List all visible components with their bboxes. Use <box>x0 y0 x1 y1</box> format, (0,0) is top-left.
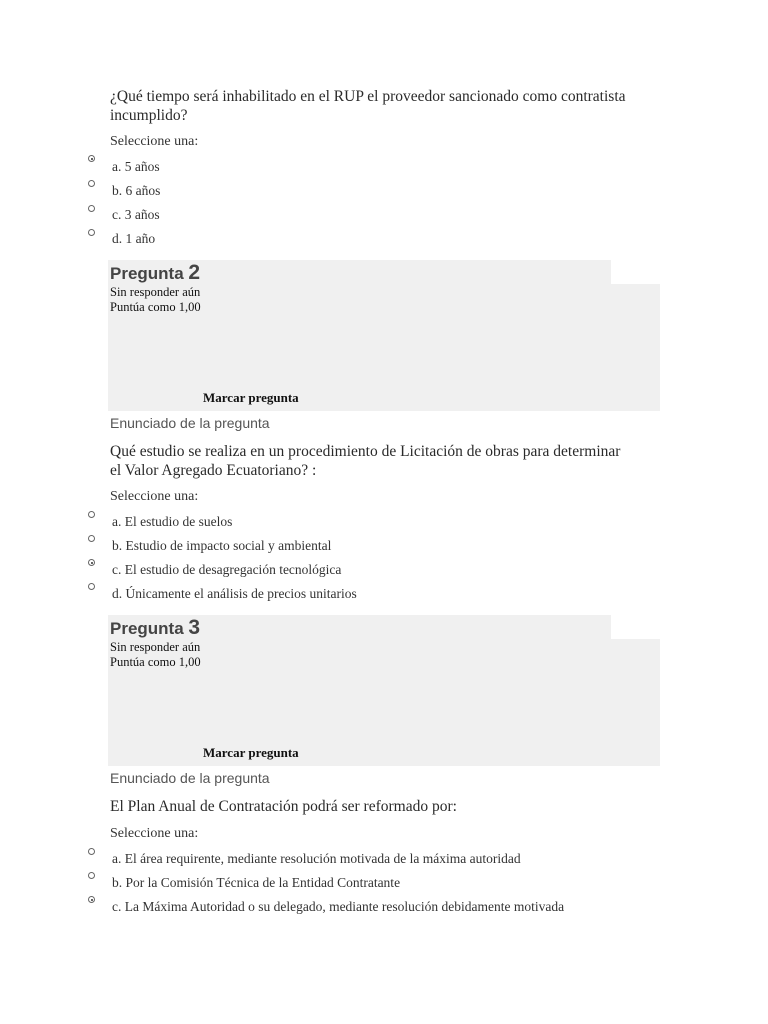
question-2-option-d-radio[interactable] <box>88 583 95 590</box>
question-2-flag-button[interactable]: Marcar pregunta <box>203 390 299 405</box>
question-2-option-d[interactable]: d. Únicamente el análisis de precios unitarios <box>112 586 357 601</box>
question-1-option-b[interactable]: b. 6 años <box>112 183 161 198</box>
question-2-select-label: Seleccione una: <box>110 489 199 504</box>
question-3-option-a-radio[interactable] <box>88 848 95 855</box>
question-1-option-c[interactable]: c. 3 años <box>112 207 160 222</box>
question-3-title-label: Pregunta <box>110 619 184 638</box>
question-2-option-b[interactable]: b. Estudio de impacto social y ambiental <box>112 538 332 553</box>
question-3-option-a[interactable]: a. El área requirente, mediante resolución motivada de la máxima autoridad <box>112 851 521 866</box>
question-3-title <box>110 616 200 640</box>
question-2-title-label: Pregunta <box>110 264 184 283</box>
question-1-option-d-radio[interactable] <box>88 229 95 236</box>
question-3-select-label: Seleccione una: <box>110 826 199 841</box>
question-1-option-b-radio[interactable] <box>88 180 95 187</box>
question-1-option-c-radio[interactable] <box>88 205 95 212</box>
question-3-option-b[interactable]: b. Por la Comisión Técnica de la Entidad Contratante <box>112 875 401 890</box>
question-3-option-c-radio[interactable] <box>88 896 95 903</box>
question-2-option-c[interactable]: c. El estudio de desagregación tecnológica <box>112 562 342 577</box>
question-2-option-c-radio[interactable] <box>88 559 95 566</box>
question-3-score: Puntúa como 1,00 <box>110 655 201 669</box>
question-2-number: 2 <box>188 261 201 284</box>
question-2-option-b-radio[interactable] <box>88 535 95 542</box>
question-2-option-a-radio[interactable] <box>88 511 95 518</box>
question-1-option-d[interactable]: d. 1 año <box>112 231 156 246</box>
question-2-score: Puntúa como 1,00 <box>110 300 201 314</box>
question-2-option-a[interactable]: a. El estudio de suelos <box>112 514 233 529</box>
question-2-statement-label: Enunciado de la pregunta <box>110 415 270 431</box>
question-1-select-label: Seleccione una: <box>110 134 199 149</box>
question-3-status: Sin responder aún <box>110 640 201 654</box>
question-3-number: 3 <box>188 616 201 639</box>
question-2-status: Sin responder aún <box>110 285 201 299</box>
question-3-option-c[interactable]: c. La Máxima Autoridad o su delegado, mediante resolución debidamente motivada <box>112 899 565 914</box>
question-3-text: El Plan Anual de Contratación podrá ser reformado por: <box>110 798 457 815</box>
question-2-title <box>110 261 200 285</box>
question-2-text: Qué estudio se realiza en un procedimiento de Licitación de obras para determinar el Valor Agregado Ecuatoriano? : <box>110 443 621 479</box>
question-3-statement-label: Enunciado de la pregunta <box>110 770 270 786</box>
question-1-option-a[interactable]: a. 5 años <box>112 159 160 174</box>
question-1-option-a-radio[interactable] <box>88 155 95 162</box>
question-3-option-b-radio[interactable] <box>88 872 95 879</box>
question-3-flag-button[interactable]: Marcar pregunta <box>203 745 299 760</box>
question-1-text: ¿Qué tiempo será inhabilitado en el RUP el proveedor sancionado como contratista incumplido? <box>110 88 626 124</box>
